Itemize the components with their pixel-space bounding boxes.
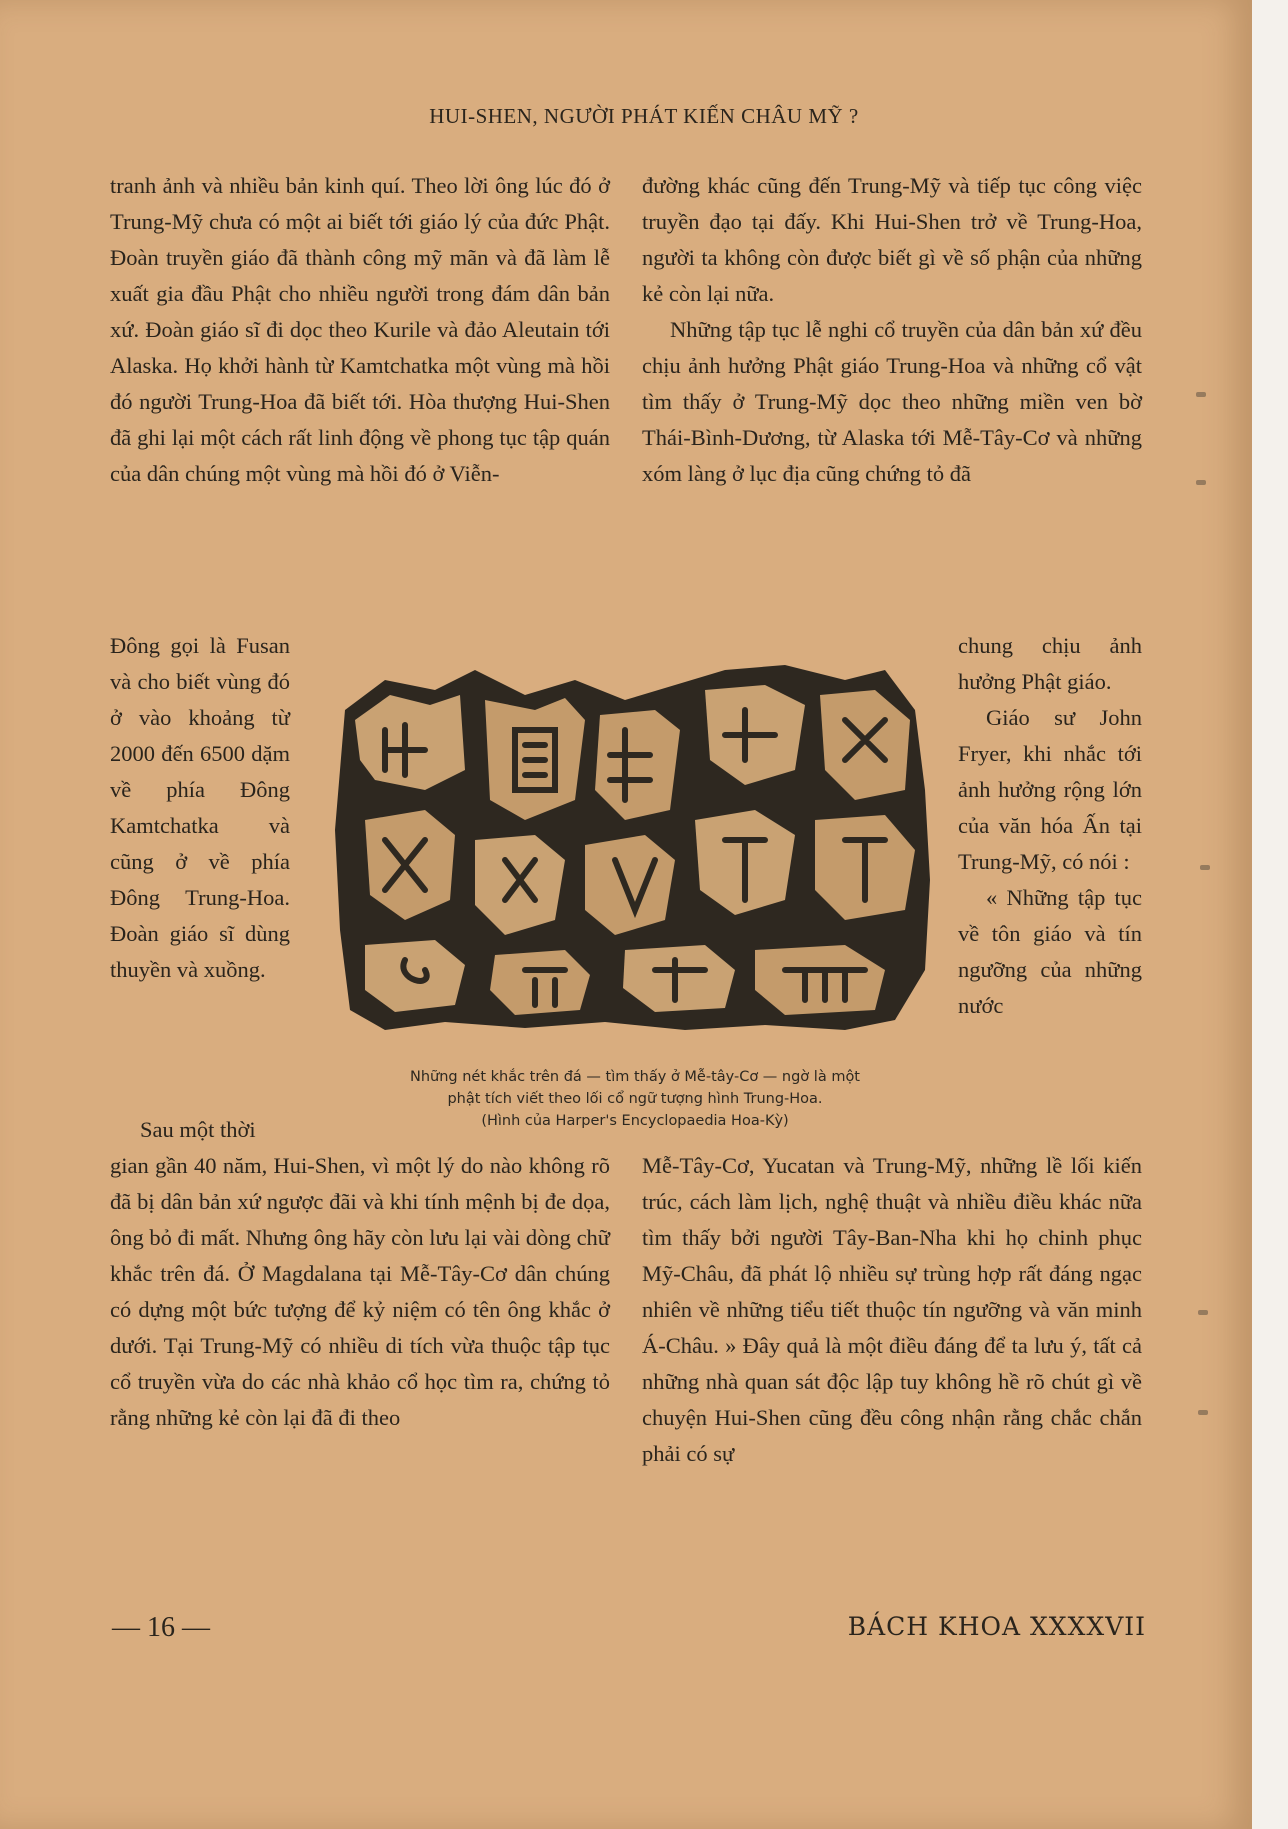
print-speck xyxy=(1198,1410,1208,1415)
caption-line: Những nét khắc trên đá — tìm thấy ở Mễ-tây-Cơ — ngờ là một xyxy=(409,1069,860,1085)
figure-caption xyxy=(320,1066,950,1132)
stone-carving-illustration xyxy=(325,650,945,1045)
print-speck xyxy=(1198,1310,1208,1315)
paragraph: tranh ảnh và nhiều bản kinh quí. Theo lời ông lúc đó ở Trung-Mỹ chưa có một ai biết tới giáo lý của đức Phật. Đoàn truyền giáo đã thành công mỹ mãn và đã làm lễ xuất gia đầu Phật cho nhiều người trong đám dân bản xứ. Đoàn giáo sĩ đi dọc theo Kurile và đảo Aleutain tới Alaska. Họ khởi hành từ Kamtchatka một vùng mà hồi đó người Trung-Hoa đã biết tới. Hòa thượng Hui-Shen đã ghi lại một cách rất linh động về phong tục tập quán của dân chúng một vùng mà hồi đó ở Viễn- xyxy=(110,173,610,486)
paragraph: gian gần 40 năm, Hui-Shen, vì một lý do nào không rõ đã bị dân bản xứ ngược đãi và khi tính mệnh bị đe dọa, ông bỏ đi mất. Nhưng ông hãy còn lưu lại vài dòng chữ khắc trên đá. Ở Magdalana tại Mễ-Tây-Cơ dân chúng có dựng một bức tượng để kỷ niệm có tên ông khắc ở dưới. Tại Trung-Mỹ có nhiều di tích vừa thuộc tập tục cổ truyền vừa do các nhà khảo cổ học tìm ra, chứng tỏ rằng những kẻ còn lại đã đi theo xyxy=(110,1153,610,1430)
column-right-narrow xyxy=(958,628,1142,1024)
column-right-top xyxy=(642,168,1142,492)
journal-name: BÁCH KHOA XXXXVII xyxy=(847,1612,1146,1641)
stone-carving-figure xyxy=(325,650,945,1045)
paragraph: Những tập tục lễ nghi cổ truyền của dân bản xứ đều chịu ảnh hưởng Phật giáo Trung-Hoa và những cổ vật tìm thấy ở Trung-Mỹ dọc theo những miền ven bờ Thái-Bình-Dương, từ Alaska tới Mễ-Tây-Cơ và những xóm làng ở lục địa cũng chứng tỏ đã xyxy=(642,317,1142,486)
column-left-narrow xyxy=(110,628,290,988)
paragraph: Đông gọi là Fusan và cho biết vùng đó ở vào khoảng từ 2000 đến 6500 dặm về phía Đông Kamtchatka và cũng ở về phía Đông Trung-Hoa. Đoàn giáo sĩ dùng thuyền và xuồng. xyxy=(110,633,290,982)
column-left-top xyxy=(110,168,610,492)
paragraph: Giáo sư John Fryer, khi nhắc tới ảnh hưởng rộng lớn của văn hóa Ấn tại Trung-Mỹ, có nói : xyxy=(958,705,1142,874)
running-head: HUI-SHEN, NGƯỜI PHÁT KIẾN CHÂU MỸ ? xyxy=(429,104,859,128)
column-left-bottom xyxy=(110,1148,610,1436)
paragraph-start: Sau một thời xyxy=(140,1117,256,1142)
print-speck xyxy=(1196,392,1206,397)
caption-line: (Hình của Harper's Encyclopaedia Hoa-Kỳ) xyxy=(481,1113,789,1129)
paragraph: Mễ-Tây-Cơ, Yucatan và Trung-Mỹ, những lề lối kiến trúc, cách làm lịch, nghệ thuật và nhiều điều khác nữa tìm thấy bởi người Tây-Ban-Nha khi họ chinh phục Mỹ-Châu, đã phát lộ nhiều sự trùng hợp rất đáng ngạc nhiên về những tiểu tiết thuộc tín ngưỡng và văn minh Á-Châu. » Đây quả là một điều đáng để ta lưu ý, tất cả những nhà quan sát độc lập tuy không hề rõ chút gì về chuyện Hui-Shen cũng đều công nhận rằng chắc chắn phải có sự xyxy=(642,1153,1142,1466)
page-edge xyxy=(1252,0,1288,1829)
page-number: — 16 — xyxy=(112,1612,210,1643)
paragraph: đường khác cũng đến Trung-Mỹ và tiếp tục công việc truyền đạo tại đấy. Khi Hui-Shen trở về Trung-Hoa, người ta không còn được biết gì về số phận của những kẻ còn lại nữa. xyxy=(642,173,1142,306)
print-speck xyxy=(1196,480,1206,485)
print-speck xyxy=(1200,865,1210,870)
column-right-bottom xyxy=(642,1148,1142,1472)
paragraph: chung chịu ảnh hưởng Phật giáo. xyxy=(958,633,1142,694)
paragraph: « Những tập tục về tôn giáo và tín ngưỡng của những nước xyxy=(958,885,1142,1018)
caption-line: phật tích viết theo lối cổ ngữ tượng hình Trung-Hoa. xyxy=(447,1091,823,1107)
